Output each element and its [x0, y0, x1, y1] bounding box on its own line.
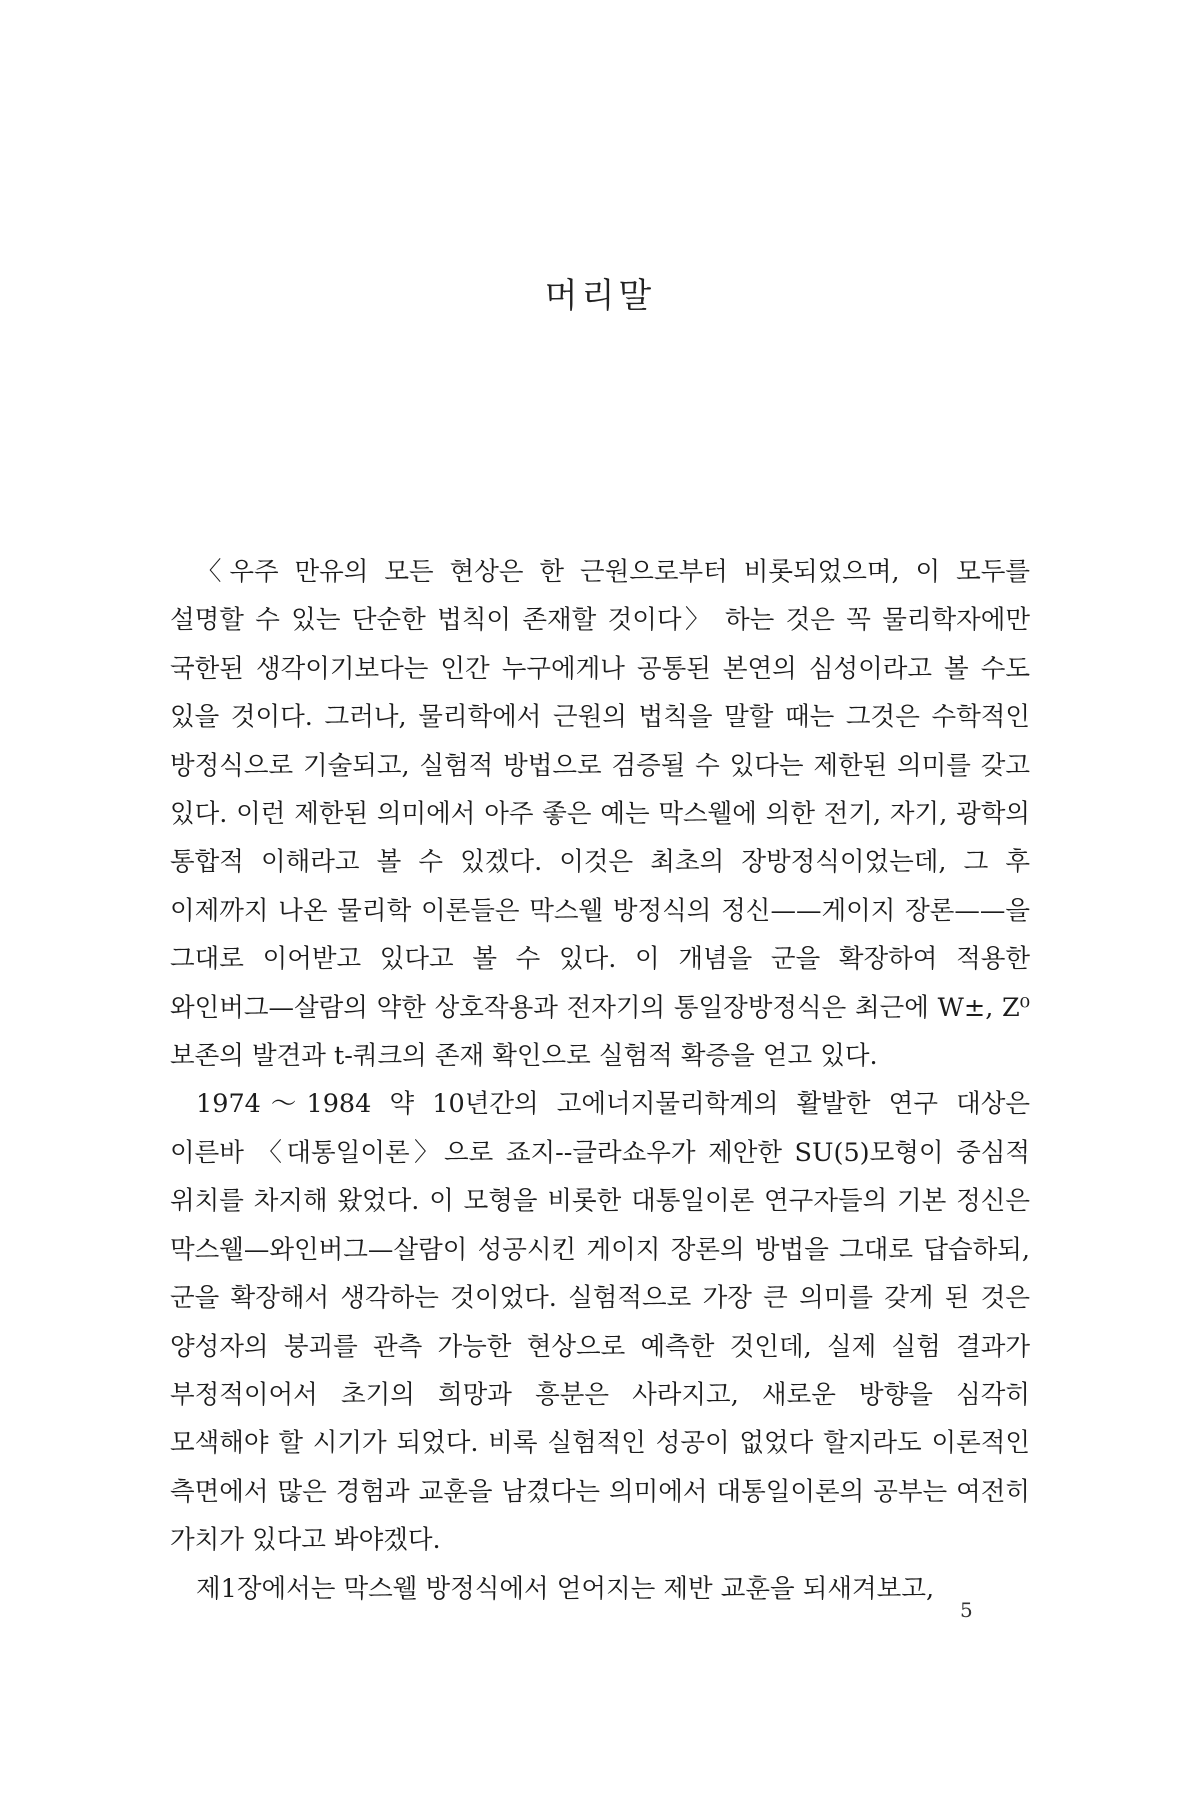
paragraph-2: 1974～1984 약 10년간의 고에너지물리학계의 활발한 연구 대상은 이른바 〈대통일이론〉으로 죠지--글라쇼우가 제안한 SU(5)모형이 중심적 위치를 차지해 왔었다. 이 모형을 비롯한 대통일이론 연구자들의 기본 정신은 막스웰—와인버그—살람이 성공시킨 게이지 장론의 방법을 그대로 답습하되, 군을 확장해서 생각하는 것이었다. 실험적으로 가장 큰 의미를 갖게 된 것은 양성자의 붕괴를 관측 가능한 현상으로 예측한 것인데, 실제 실험 결과가 부정적이어서 초기의 희망과 흥분은 사라지고, 새로운 방향을 심각히 모색해야 할 시기가 되었다. 비록 실험적인 성공이 없었다 할지라도 이론적인 측면에서 많은 경험과 교훈을 남겼다는 의미에서 대통일이론의 공부는 여전히 가치가 있다고 봐야겠다.: [170, 1089, 1030, 1556]
body-text: [170, 548, 1030, 1613]
page-title: 머리말: [544, 276, 656, 316]
paragraph-3: 제1장에서는 막스웰 방정식에서 얻어지는 제반 교훈을 되새겨보고,: [196, 1573, 935, 1604]
paragraph-1: 〈우주 만유의 모든 현상은 한 근원으로부터 비롯되었으며, 이 모두를 설명할 수 있는 단순한 법칙이 존재할 것이다〉 하는 것은 꼭 물리학자에만 국한된 생각이기보다는 인간 누구에게나 공통된 본연의 심성이라고 볼 수도 있을 것이다. 그러나, 물리학에서 근원의 법칙을 말할 때는 그것은 수학적인 방정식으로 기술되고, 실험적 방법으로 검증될 수 있다는 제한된 의미를 갖고 있다. 이런 제한된 의미에서 아주 좋은 예는 막스웰에 의한 전기, 자기, 광학의 통합적 이해라고 볼 수 있겠다. 이것은 최초의 장방정식이었는데, 그 후 이제까지 나온 물리학 이론들은 막스웰 방정식의 정신——게이지 장론——을 그대로 이어받고 있다고 볼 수 있다. 이 개념을 군을 확장하여 적용한 와인버그—살람의 약한 상호작용과 전자기의 통일장방정식은 최근에 W±, Z⁰ 보존의 발견과 t-쿼크의 존재 확인으로 실험적 확증을 얻고 있다.: [170, 557, 1030, 1072]
page-number: 5: [960, 1598, 973, 1622]
